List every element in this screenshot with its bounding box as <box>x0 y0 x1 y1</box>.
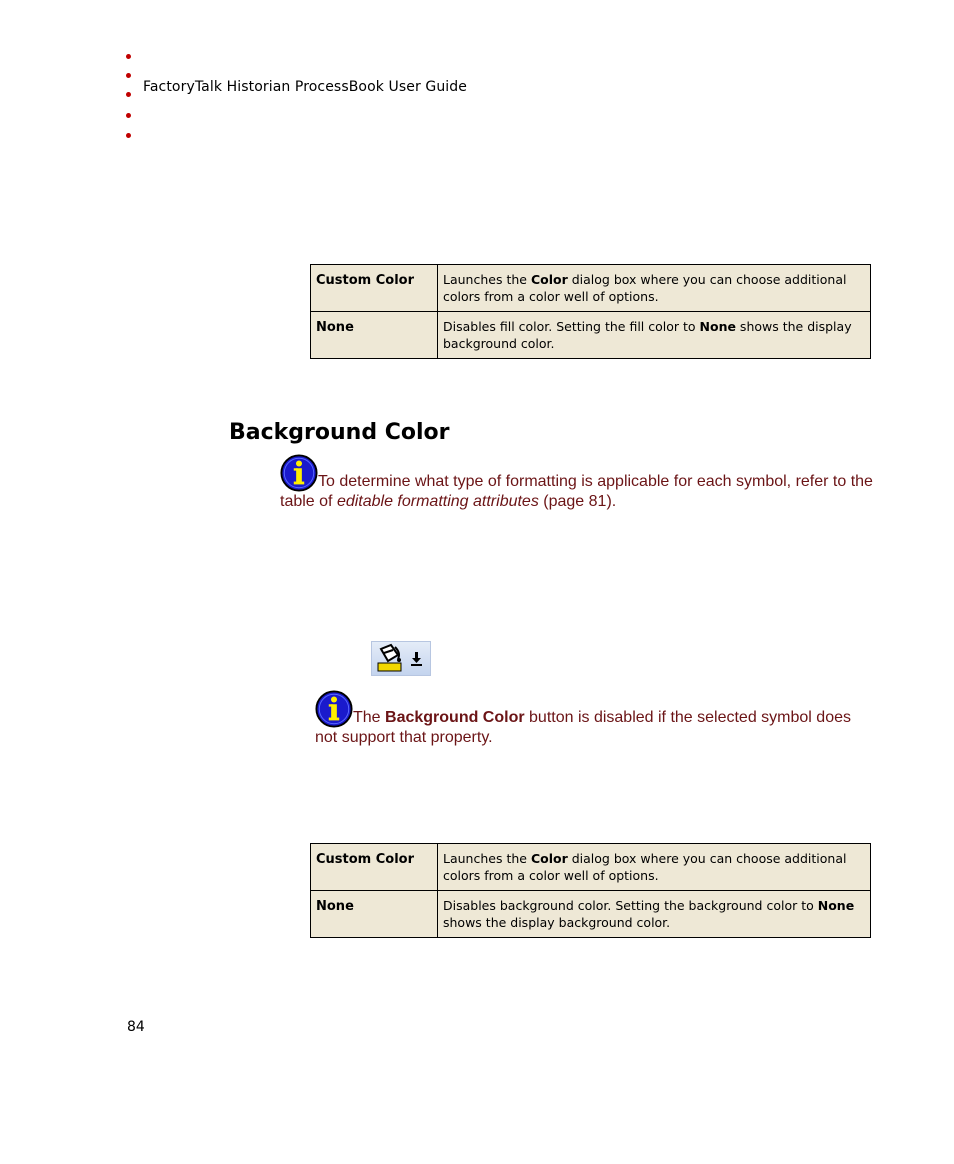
option-description: Launches the Color dialog box where you can choose additional colors from a color well of options. <box>438 265 871 312</box>
bullet-marker <box>126 73 131 78</box>
fill-color-options-table <box>310 264 871 359</box>
bullet-marker <box>126 113 131 118</box>
table-row <box>311 312 871 359</box>
dropdown-arrow-icon <box>410 651 424 667</box>
option-description: Disables fill color. Setting the fill color to None shows the display background color. <box>438 312 871 359</box>
bullet-marker <box>126 54 131 59</box>
note-text: To determine what type of formatting is applicable for each symbol, refer to the table of <box>280 473 873 510</box>
info-note <box>280 454 880 512</box>
background-color-options-table <box>310 843 871 938</box>
note-bold-term: Background Color <box>385 709 525 726</box>
background-color-button[interactable] <box>371 641 431 676</box>
option-term: Custom Color <box>311 265 438 312</box>
option-term: Custom Color <box>311 844 438 891</box>
bullet-marker <box>126 92 131 97</box>
info-icon <box>280 454 318 492</box>
page-number: 84 <box>127 1019 145 1035</box>
option-description: Launches the Color dialog box where you can choose additional colors from a color well of options. <box>438 844 871 891</box>
option-term: None <box>311 891 438 938</box>
info-icon <box>315 690 353 728</box>
table-row <box>311 265 871 312</box>
info-note <box>315 690 875 748</box>
option-term: None <box>311 312 438 359</box>
option-description: Disables background color. Setting the background color to None shows the display background color. <box>438 891 871 938</box>
document-header-title: FactoryTalk Historian ProcessBook User Guide <box>143 79 467 95</box>
cross-reference-link[interactable]: editable formatting attributes <box>336 493 539 510</box>
section-heading: Background Color <box>229 420 450 445</box>
table-row <box>311 844 871 891</box>
bullet-marker <box>126 133 131 138</box>
note-text: The <box>353 709 386 726</box>
note-text: (page 81). <box>538 493 617 510</box>
note-text: button is disabled if the selected symbol does not support that property. <box>315 709 851 746</box>
table-row <box>311 891 871 938</box>
